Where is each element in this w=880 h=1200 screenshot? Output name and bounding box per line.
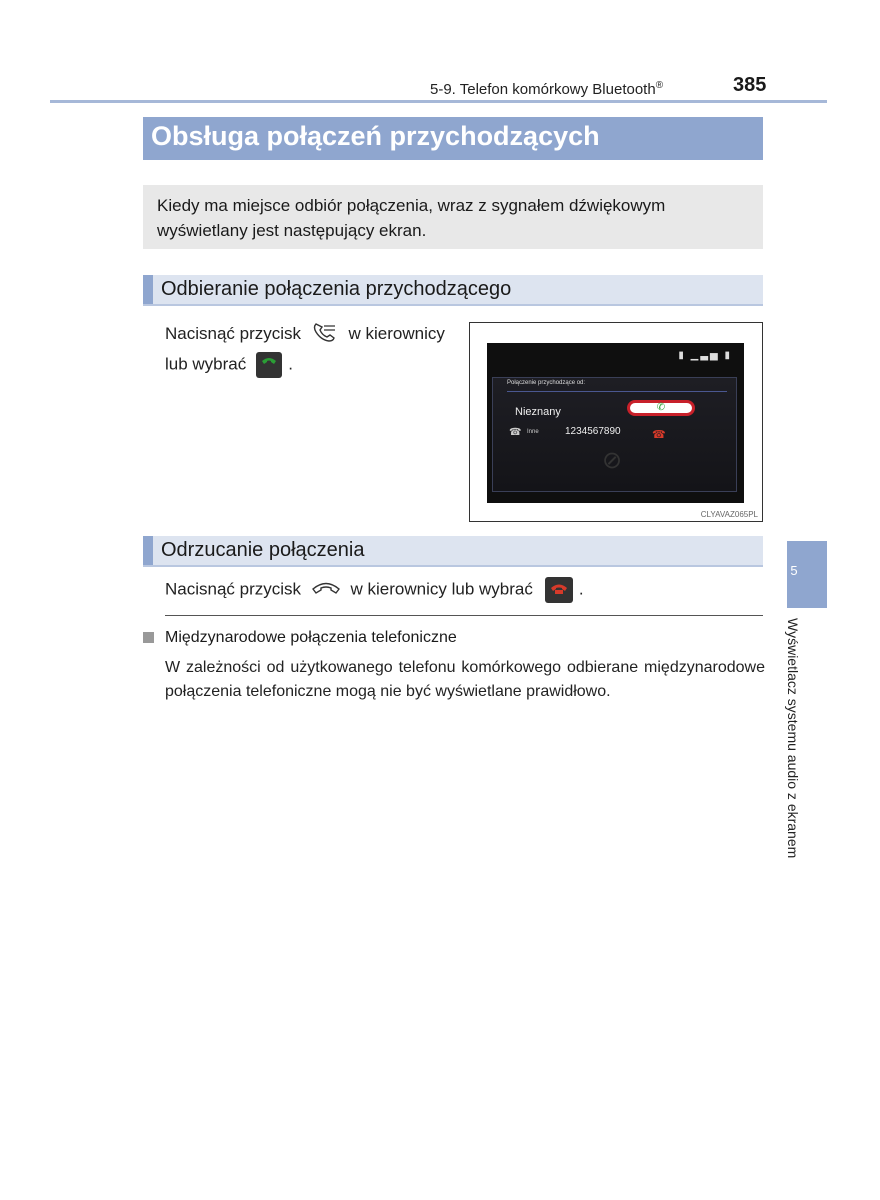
chapter-number: 5 [790, 563, 798, 578]
intro-box: Kiedy ma miejsce odbiór połączenia, wraz z sygnałem dźwiękowym wyświetlany jest następujący ekran. [143, 185, 763, 249]
running-header [430, 80, 663, 98]
reject-instruction-middle: w kierownicy lub wybrać [350, 579, 533, 599]
section-heading-reject [143, 536, 763, 567]
phone-pickup-icon [311, 321, 339, 348]
page-title: Obsługa połączeń przychodzących [151, 121, 600, 151]
phone-kind: Inne [527, 429, 539, 435]
reject-instruction-line [165, 577, 584, 603]
note-title: Międzynarodowe połączenia telefoniczne [165, 629, 457, 646]
reject-phone-icon: ☎ [652, 429, 666, 441]
reject-call-button[interactable] [652, 428, 666, 441]
image-code: CLYAVAZ065PL [700, 510, 758, 519]
display-screen [487, 343, 744, 503]
disabled-icon: ⊘ [602, 447, 623, 474]
note-bullet-square [143, 632, 154, 643]
answer-call-button[interactable] [627, 400, 695, 416]
page-title-band [143, 117, 763, 160]
section-heading-label: Odrzucanie połączenia [161, 539, 365, 561]
dialog-underline [507, 391, 727, 392]
phone-number: 1234567890 [565, 426, 621, 437]
trademark-symbol: ® [655, 80, 664, 91]
red-phone-icon [545, 577, 573, 603]
chapter-caption: Wyświetlacz systemu audio z ekranem [785, 618, 801, 859]
caller-name: Nieznany [515, 406, 561, 418]
running-header-text: 5-9. Telefon komórkowy Bluetooth [430, 81, 656, 98]
status-icons: ▮ ▁▃▅ ▮ [678, 350, 732, 361]
note-text: W zależności od użytkowanego telefonu komórkowego odbierane międzynarodowe połączenia telefoniczne mogą nie być wyświetlane prawidłowo. [165, 659, 765, 700]
screen-figure [469, 322, 763, 522]
section-heading-answer [143, 275, 763, 306]
answer-phone-icon: ✆ [656, 402, 666, 413]
answer-instruction-period: . [288, 354, 293, 374]
section-heading-bar [143, 275, 153, 304]
answer-instruction-line2 [165, 352, 293, 378]
section-divider [165, 615, 763, 616]
section-heading-label: Odbieranie połączenia przychodzącego [161, 278, 512, 300]
phone-type-icon: ☎ [509, 427, 522, 438]
dialog-title: Połączenie przychodzące od: [507, 380, 586, 386]
page-number: 385 [733, 74, 767, 96]
reject-instruction-text: Nacisnąć przycisk [165, 579, 302, 599]
incoming-call-dialog [492, 377, 737, 492]
chapter-tab [787, 541, 827, 608]
answer-instruction-text-after: w kierownicy [348, 323, 445, 343]
reject-instruction-period: . [578, 579, 584, 599]
phone-hangup-icon [311, 580, 341, 601]
answer-instruction-text: Nacisnąć przycisk [165, 323, 302, 343]
header-rule [50, 100, 827, 103]
green-phone-icon [256, 352, 282, 378]
section-heading-bar [143, 536, 153, 565]
answer-instruction-text-2: lub wybrać [165, 354, 247, 374]
answer-instruction-line1 [165, 321, 445, 348]
